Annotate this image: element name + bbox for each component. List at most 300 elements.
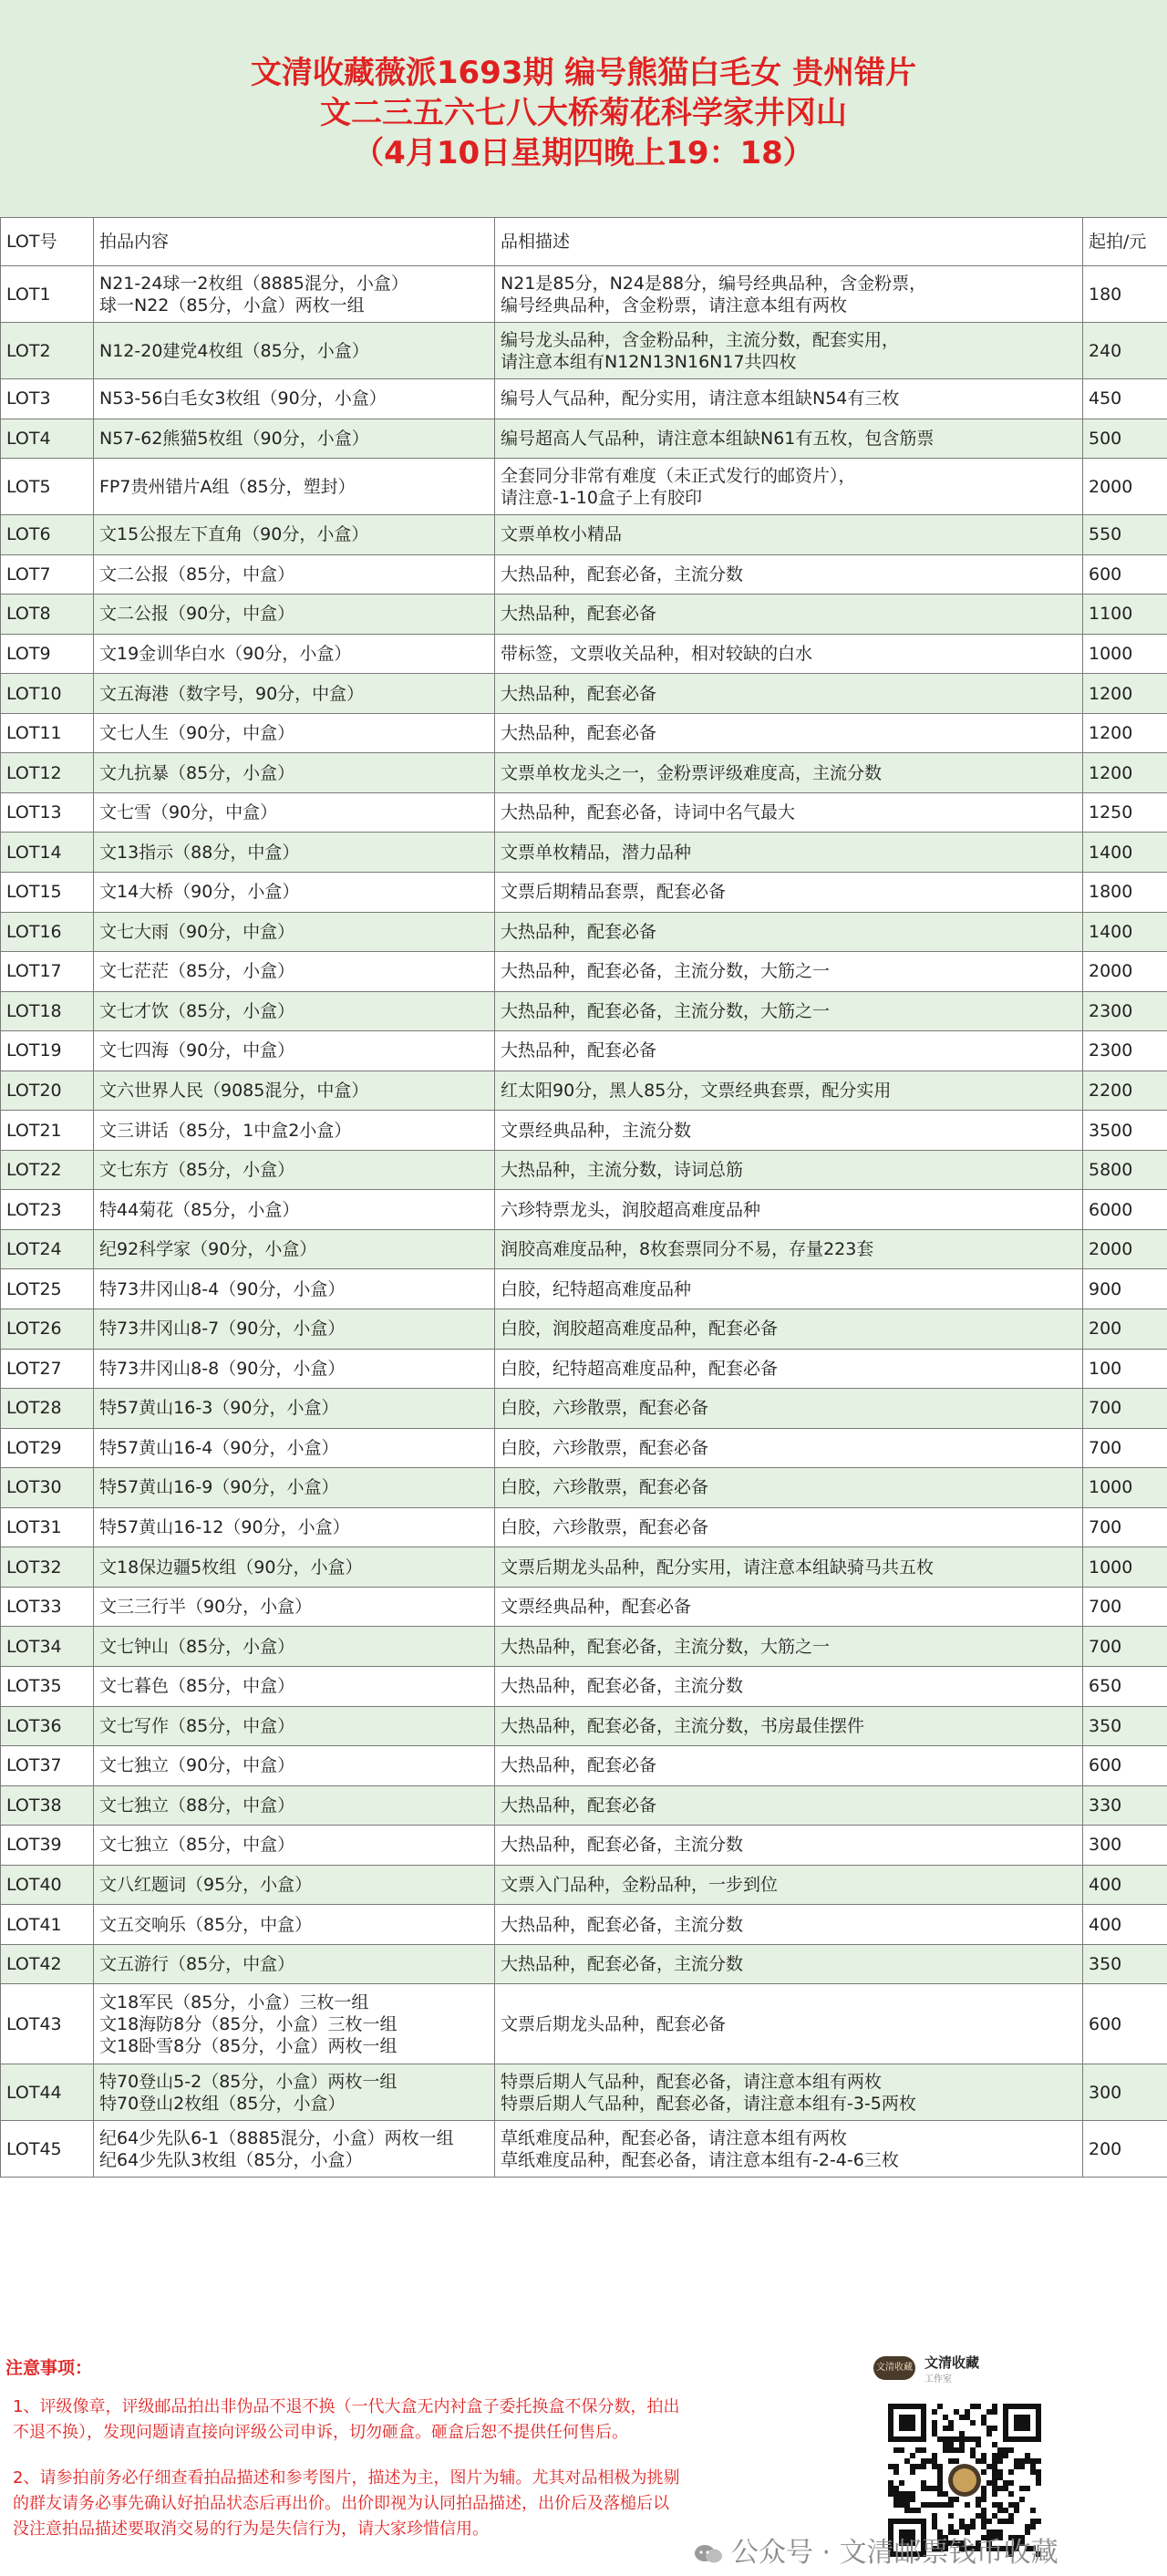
lot-item (94, 379, 495, 419)
lot-description-line: 文票单枚精品，潜力品种 (501, 842, 692, 863)
lot-description (495, 1865, 1083, 1905)
lot-start-price: 600 (1083, 1984, 1167, 2064)
table-row (1, 1389, 1167, 1429)
lot-description-line: 文票后期龙头品种，配套必备 (501, 2013, 727, 2034)
lot-start-price: 550 (1083, 515, 1167, 555)
lot-item (94, 991, 495, 1031)
lot-item-line: 文18军民（85分，小盒）三枚一组 (99, 1991, 369, 2012)
lot-item-line: N53-56白毛女3枚组（90分，小盒） (99, 388, 387, 409)
lot-item-line: 特73井冈山8-7（90分，小盒） (99, 1319, 346, 1340)
lot-item (94, 1865, 495, 1905)
lot-item-line: 文八红题词（95分，小盒） (99, 1874, 313, 1895)
lot-start-price: 1250 (1083, 792, 1167, 833)
lot-item-line: 文18海防8分（85分，小盒）三枚一组 (99, 2013, 398, 2034)
lot-description-line: 大热品种，配套必备，主流分数，书房最佳摆件 (501, 1715, 865, 1736)
lot-item-line: 纪64少先队3枚组（85分，小盒） (99, 2149, 363, 2170)
brand-sub: 工作室 (924, 2374, 952, 2385)
lot-description (495, 1071, 1083, 1111)
lot-start-price: 240 (1083, 323, 1167, 379)
table-body (1, 266, 1167, 2178)
lot-item (94, 1269, 495, 1309)
lot-description-line: 白胶，纪特超高难度品种 (501, 1278, 692, 1299)
lot-item (94, 1905, 495, 1945)
lot-number: LOT9 (1, 634, 94, 674)
lot-description-line: 草纸难度品种，配套必备，请注意本组有-2-4-6三枚 (501, 2149, 899, 2170)
lot-start-price: 450 (1083, 379, 1167, 419)
lot-item (94, 554, 495, 595)
lot-number: LOT44 (1, 2064, 94, 2121)
lot-description (495, 713, 1083, 753)
lot-number: LOT42 (1, 1944, 94, 1984)
lot-start-price: 350 (1083, 1944, 1167, 1984)
lot-description-line: 白胶，六珍散票，配套必备 (501, 1437, 709, 1458)
lot-number: LOT32 (1, 1547, 94, 1588)
lot-item (94, 1785, 495, 1826)
page-header (0, 0, 1167, 217)
lot-item (94, 515, 495, 555)
lot-item (94, 1507, 495, 1547)
lot-number: LOT6 (1, 515, 94, 555)
note-2-line: 的群友请务必事先确认好拍品状态后再出价。出价即视为认同拍品描述，出价后及落槌后以 (13, 2494, 669, 2513)
lot-item-line: 文七东方（85分，小盒） (99, 1160, 295, 1181)
lot-start-price: 200 (1083, 1309, 1167, 1350)
table-row (1, 1428, 1167, 1468)
lot-start-price: 700 (1083, 1428, 1167, 1468)
lot-number: LOT7 (1, 554, 94, 595)
table-row (1, 515, 1167, 555)
lot-start-price: 300 (1083, 1826, 1167, 1866)
lot-description-line: 白胶，润胶超高难度品种，配套必备 (501, 1319, 779, 1340)
note-2-line: 没注意拍品描述要取消交易的行为是失信行为，请大家珍惜信用。 (13, 2519, 489, 2539)
lot-number: LOT34 (1, 1627, 94, 1667)
note-1-line: 不退不换），发现问题请直接向评级公司申诉，切勿砸盒。砸盒后恕不提供任何售后。 (13, 2423, 628, 2442)
lot-description-line: 大热品种，主流分数，诗词总筋 (501, 1160, 744, 1181)
lot-item (94, 2064, 495, 2121)
lot-number: LOT26 (1, 1309, 94, 1350)
lot-item (94, 595, 495, 635)
lot-item (94, 1150, 495, 1190)
lot-item-line: 文七大雨（90分，中盒） (99, 921, 295, 942)
lot-description (495, 266, 1083, 323)
table-row (1, 753, 1167, 793)
lot-description (495, 554, 1083, 595)
lot-description (495, 833, 1083, 873)
lot-description-line: 文票经典品种，主流分数 (501, 1120, 692, 1141)
lot-start-price: 1000 (1083, 1468, 1167, 1508)
lot-start-price: 650 (1083, 1666, 1167, 1706)
lot-description (495, 1349, 1083, 1389)
lot-start-price: 180 (1083, 266, 1167, 323)
lot-table (0, 217, 1167, 2178)
lot-item (94, 1666, 495, 1706)
lot-description-line: 文票入门品种，金粉品种，一步到位 (501, 1874, 779, 1895)
table-row (1, 419, 1167, 459)
lot-item-line: 球一N22（85分，小盒）两枚一组 (99, 295, 365, 316)
table-row (1, 1944, 1167, 1984)
lot-start-price: 1000 (1083, 1547, 1167, 1588)
lot-item (94, 1706, 495, 1746)
lot-item-line: 特44菊花（85分，小盒） (99, 1199, 300, 1220)
lot-number: LOT30 (1, 1468, 94, 1508)
table-row (1, 912, 1167, 952)
lot-item (94, 1229, 495, 1269)
lot-item-line: 文七人生（90分，中盒） (99, 723, 295, 744)
lot-description (495, 595, 1083, 635)
lot-description (495, 1984, 1083, 2064)
lot-number: LOT40 (1, 1865, 94, 1905)
lot-item (94, 912, 495, 952)
lot-item-line: 文七暮色（85分，中盒） (99, 1676, 295, 1697)
lot-item-line: N12-20建党4枚组（85分，小盒） (99, 340, 369, 361)
table-row (1, 1031, 1167, 1071)
lot-number: LOT14 (1, 833, 94, 873)
table-row (1, 1587, 1167, 1627)
lot-number: LOT5 (1, 459, 94, 515)
lot-description (495, 991, 1083, 1031)
col-header-price: 起拍/元 (1083, 218, 1167, 266)
lot-item-line: N21-24球一2枚组（8885混分，小盒） (99, 273, 408, 294)
table-row (1, 379, 1167, 419)
table-row (1, 991, 1167, 1031)
lot-item (94, 2121, 495, 2178)
lot-number: LOT33 (1, 1587, 94, 1627)
lot-item (94, 1468, 495, 1508)
lot-description (495, 1944, 1083, 1984)
lot-number: LOT41 (1, 1905, 94, 1945)
lot-item-line: 文九抗暴（85分，小盒） (99, 762, 295, 783)
table-row (1, 1071, 1167, 1111)
lot-description-line: 特票后期人气品种，配套必备，请注意本组有-3-5两枚 (501, 2093, 916, 2114)
lot-start-price: 2000 (1083, 459, 1167, 515)
lot-item (94, 1349, 495, 1389)
lot-number: LOT28 (1, 1389, 94, 1429)
lot-item-line: 文15公报左下直角（90分，小盒） (99, 524, 369, 545)
lot-description-line: 文票单枚龙头之一，金粉票评级难度高，主流分数 (501, 762, 883, 783)
table-row (1, 1111, 1167, 1151)
lot-description (495, 1269, 1083, 1309)
wechat-official-account-icon (693, 2543, 724, 2565)
table-row (1, 952, 1167, 992)
lot-number: LOT37 (1, 1746, 94, 1786)
table-row (1, 792, 1167, 833)
lot-number: LOT45 (1, 2121, 94, 2178)
lot-description-line: 草纸难度品种，配套必备，请注意本组有两枚 (501, 2127, 848, 2148)
lot-description-line: 润胶高难度品种，8枚套票同分不易，存量223套 (501, 1239, 874, 1260)
lot-description-line: 编号龙头品种，含金粉品种，主流分数，配套实用， (501, 329, 900, 350)
table-row (1, 1746, 1167, 1786)
lot-description (495, 1905, 1083, 1945)
lot-item (94, 674, 495, 714)
table-header-row (1, 218, 1167, 266)
table-row (1, 2121, 1167, 2178)
note-1-line: 1、评级像章，评级邮品拍出非伪品不退不换（一代大盒无内衬盒子委托换盒不保分数，拍出 (13, 2397, 680, 2416)
table-row (1, 1150, 1167, 1190)
brand-name: 文清收藏 (924, 2354, 980, 2371)
table-row (1, 1627, 1167, 1667)
lot-description-line: 大热品种，配套必备，主流分数 (501, 1914, 744, 1935)
lot-item (94, 1111, 495, 1151)
lot-description-line: 全套同分非常有难度（未正式发行的邮资片）， (501, 465, 856, 486)
lot-description (495, 1507, 1083, 1547)
table-row (1, 459, 1167, 515)
lot-description (495, 1111, 1083, 1151)
lot-start-price: 600 (1083, 554, 1167, 595)
lot-description-line: 带标签，文票收关品种，相对较缺的白水 (501, 644, 813, 664)
lot-item (94, 792, 495, 833)
lot-item (94, 1031, 495, 1071)
lot-start-price: 350 (1083, 1706, 1167, 1746)
brand-logo: 文清收藏 (873, 2356, 915, 2380)
table-row (1, 1706, 1167, 1746)
lot-description-line: 文票经典品种，配套必备 (501, 1597, 692, 1618)
lot-description (495, 515, 1083, 555)
lot-item-line: 文13指示（88分，中盒） (99, 842, 300, 863)
table-row (1, 554, 1167, 595)
table-row (1, 674, 1167, 714)
lot-item (94, 1428, 495, 1468)
lot-item-line: 文七雪（90分，中盒） (99, 802, 278, 823)
lot-start-price: 1800 (1083, 873, 1167, 913)
lot-start-price: 2000 (1083, 952, 1167, 992)
lot-description (495, 323, 1083, 379)
table-row (1, 833, 1167, 873)
lot-description (495, 1190, 1083, 1230)
lot-description-line: 大热品种，配套必备，主流分数，大筋之一 (501, 1636, 831, 1657)
table-row (1, 1785, 1167, 1826)
lot-item (94, 873, 495, 913)
table-row (1, 1309, 1167, 1350)
lot-item (94, 634, 495, 674)
lot-start-price: 600 (1083, 1746, 1167, 1786)
lot-number: LOT21 (1, 1111, 94, 1151)
lot-item-line: 纪64少先队6-1（8885混分，小盒）两枚一组 (99, 2127, 454, 2148)
lot-description (495, 2121, 1083, 2178)
lot-description (495, 459, 1083, 515)
table-row (1, 323, 1167, 379)
table-row (1, 713, 1167, 753)
lot-description (495, 1785, 1083, 1826)
lot-item-line: 文三讲话（85分，1中盒2小盒） (99, 1120, 352, 1141)
lot-start-price: 3500 (1083, 1111, 1167, 1151)
lot-item-line: 文七独立（88分，中盒） (99, 1795, 295, 1816)
lot-start-price: 700 (1083, 1627, 1167, 1667)
lot-start-price: 1000 (1083, 634, 1167, 674)
lot-description (495, 1706, 1083, 1746)
lot-item (94, 833, 495, 873)
lot-number: LOT29 (1, 1428, 94, 1468)
lot-description-line: 特票后期人气品种，配套必备，请注意本组有两枚 (501, 2071, 883, 2092)
lot-description (495, 1746, 1083, 1786)
lot-item-line: N57-62熊猫5枚组（90分，小盒） (99, 428, 369, 449)
lot-description (495, 674, 1083, 714)
lot-item-line: 特57黄山16-12（90分，小盒） (99, 1517, 350, 1538)
lot-description-line: 大热品种，配套必备 (501, 604, 657, 625)
lot-item-line: 文七茫茫（85分，小盒） (99, 961, 295, 982)
lot-number: LOT10 (1, 674, 94, 714)
lot-item-line: 特73井冈山8-4（90分，小盒） (99, 1278, 346, 1299)
lot-number: LOT12 (1, 753, 94, 793)
lot-item (94, 1587, 495, 1627)
table-row (1, 1229, 1167, 1269)
lot-item (94, 266, 495, 323)
table-row (1, 1349, 1167, 1389)
lot-item (94, 713, 495, 753)
lot-start-price: 5800 (1083, 1150, 1167, 1190)
lot-start-price: 700 (1083, 1587, 1167, 1627)
lot-start-price: 1200 (1083, 753, 1167, 793)
table-row (1, 2064, 1167, 2121)
table-row (1, 634, 1167, 674)
table-row (1, 1547, 1167, 1588)
lot-number: LOT4 (1, 419, 94, 459)
lot-description (495, 1150, 1083, 1190)
lot-item (94, 1826, 495, 1866)
lot-item-line: 文三三行半（90分，小盒） (99, 1597, 313, 1618)
lot-start-price: 2000 (1083, 1229, 1167, 1269)
lot-description (495, 1547, 1083, 1588)
lot-item-line: 文19金训华白水（90分，小盒） (99, 644, 352, 664)
lot-description (495, 1627, 1083, 1667)
lot-number: LOT2 (1, 323, 94, 379)
lot-description-line: 大热品种，配套必备，主流分数 (501, 1954, 744, 1975)
lot-number: LOT1 (1, 266, 94, 323)
lot-item-line: 文14大桥（90分，小盒） (99, 882, 300, 903)
table-row (1, 1984, 1167, 2064)
table-row (1, 1269, 1167, 1309)
note-2 (13, 2466, 769, 2542)
lot-number: LOT39 (1, 1826, 94, 1866)
lot-description-line: 编号超高人气品种，请注意本组缺N61有五枚，包含筋票 (501, 428, 935, 449)
watermark (693, 2537, 1059, 2570)
lot-number: LOT43 (1, 1984, 94, 2064)
lot-description-line: 大热品种，配套必备 (501, 723, 657, 744)
lot-item-line: 文18卧雪8分（85分，小盒）两枚一组 (99, 2035, 398, 2056)
lot-description-line: 大热品种，配套必备，主流分数 (501, 1835, 744, 1856)
lot-start-price: 300 (1083, 2064, 1167, 2121)
lot-description-line: 文票后期精品套票，配套必备 (501, 882, 727, 903)
lot-start-price: 200 (1083, 2121, 1167, 2178)
table-row (1, 1468, 1167, 1508)
lot-item-line: 纪92科学家（90分，小盒） (99, 1239, 317, 1260)
lot-description-line: 大热品种，配套必备 (501, 1755, 657, 1776)
lot-description-line: 白胶，六珍散票，配套必备 (501, 1477, 709, 1498)
lot-number: LOT22 (1, 1150, 94, 1190)
lot-item-line: 特57黄山16-4（90分，小盒） (99, 1437, 339, 1458)
lot-start-price: 1200 (1083, 713, 1167, 753)
table-row (1, 1190, 1167, 1230)
lot-item-line: 特57黄山16-3（90分，小盒） (99, 1398, 339, 1419)
lot-description (495, 2064, 1083, 2121)
table-row (1, 595, 1167, 635)
lot-item-line: 文五交响乐（85分，中盒） (99, 1914, 313, 1935)
col-header-item: 拍品内容 (94, 218, 495, 266)
lot-number: LOT17 (1, 952, 94, 992)
table-row (1, 873, 1167, 913)
lot-description-line: 六珍特票龙头，润胶超高难度品种 (501, 1199, 761, 1220)
auction-time: （4月10日星期四晚上19：18） (353, 135, 814, 171)
lot-description-line: 编号人气品种，配分实用，请注意本组缺N54有三枚 (501, 388, 900, 409)
lot-description (495, 753, 1083, 793)
lot-number: LOT15 (1, 873, 94, 913)
lot-start-price: 700 (1083, 1507, 1167, 1547)
lot-number: LOT27 (1, 1349, 94, 1389)
footer (0, 2311, 1167, 2576)
lot-description (495, 1309, 1083, 1350)
table-row (1, 1905, 1167, 1945)
lot-item-line: 文七独立（90分，中盒） (99, 1755, 295, 1776)
lot-number: LOT13 (1, 792, 94, 833)
lot-start-price: 400 (1083, 1865, 1167, 1905)
lot-description-line: 白胶，纪特超高难度品种，配套必备 (501, 1358, 779, 1379)
lot-start-price: 2300 (1083, 991, 1167, 1031)
lot-description-line: 白胶，六珍散票，配套必备 (501, 1517, 709, 1538)
lot-start-price: 2300 (1083, 1031, 1167, 1071)
lot-description-line: 大热品种，配套必备，诗词中名气最大 (501, 802, 796, 823)
lot-item (94, 419, 495, 459)
lot-item-line: 文七钟山（85分，小盒） (99, 1636, 295, 1657)
lot-description-line: 大热品种，配套必备，主流分数，大筋之一 (501, 961, 831, 982)
col-header-desc: 品相描述 (495, 218, 1083, 266)
lot-start-price: 900 (1083, 1269, 1167, 1309)
lot-start-price: 100 (1083, 1349, 1167, 1389)
lot-description (495, 1229, 1083, 1269)
lot-item-line: FP7贵州错片A组（85分，塑封） (99, 476, 356, 497)
lot-description-line: N21是85分，N24是88分，编号经典品种，含金粉票， (501, 273, 927, 294)
lot-description (495, 952, 1083, 992)
lot-description-line: 大热品种，配套必备 (501, 683, 657, 704)
table-row (1, 1865, 1167, 1905)
lot-number: LOT8 (1, 595, 94, 635)
lot-item-line: 文二公报（85分，中盒） (99, 564, 295, 585)
lot-item (94, 1389, 495, 1429)
lot-item-line: 特73井冈山8-8（90分，小盒） (99, 1358, 346, 1379)
lot-description (495, 1468, 1083, 1508)
table-row (1, 1826, 1167, 1866)
lot-description (495, 634, 1083, 674)
page-subtitle: 文二三五六七八大桥菊花科学家井冈山 (320, 95, 847, 131)
lot-description-line: 大热品种，配套必备，主流分数，大筋之一 (501, 1000, 831, 1021)
lot-description (495, 1666, 1083, 1706)
table-row (1, 266, 1167, 323)
lot-item-line: 特70登山2枚组（85分，小盒） (99, 2093, 346, 2114)
lot-item (94, 952, 495, 992)
notes-title: 注意事项： (5, 2358, 93, 2378)
lot-item (94, 323, 495, 379)
lot-start-price: 400 (1083, 1905, 1167, 1945)
lot-start-price: 1200 (1083, 674, 1167, 714)
lot-item (94, 1944, 495, 1984)
lot-item (94, 1309, 495, 1350)
lot-item (94, 1627, 495, 1667)
lot-description (495, 1428, 1083, 1468)
lot-description (495, 912, 1083, 952)
lot-item-line: 文六世界人民（9085混分，中盒） (99, 1081, 369, 1102)
lot-description-line: 请注意本组有N12N13N16N17共四枚 (501, 351, 797, 372)
lot-description-line: 白胶，六珍散票，配套必备 (501, 1398, 709, 1419)
lot-number: LOT23 (1, 1190, 94, 1230)
lot-start-price: 700 (1083, 1389, 1167, 1429)
lot-item (94, 753, 495, 793)
col-header-lot: LOT号 (1, 218, 94, 266)
lot-item-line: 文七写作（85分，中盒） (99, 1715, 295, 1736)
lot-item (94, 459, 495, 515)
lot-item-line: 文五海港（数字号，90分，中盒） (99, 683, 365, 704)
lot-item-line: 特57黄山16-9（90分，小盒） (99, 1477, 339, 1498)
lot-start-price: 2200 (1083, 1071, 1167, 1111)
lot-item (94, 1071, 495, 1111)
lot-number: LOT3 (1, 379, 94, 419)
lot-item-line: 文18保边疆5枚组（90分，小盒） (99, 1557, 363, 1578)
